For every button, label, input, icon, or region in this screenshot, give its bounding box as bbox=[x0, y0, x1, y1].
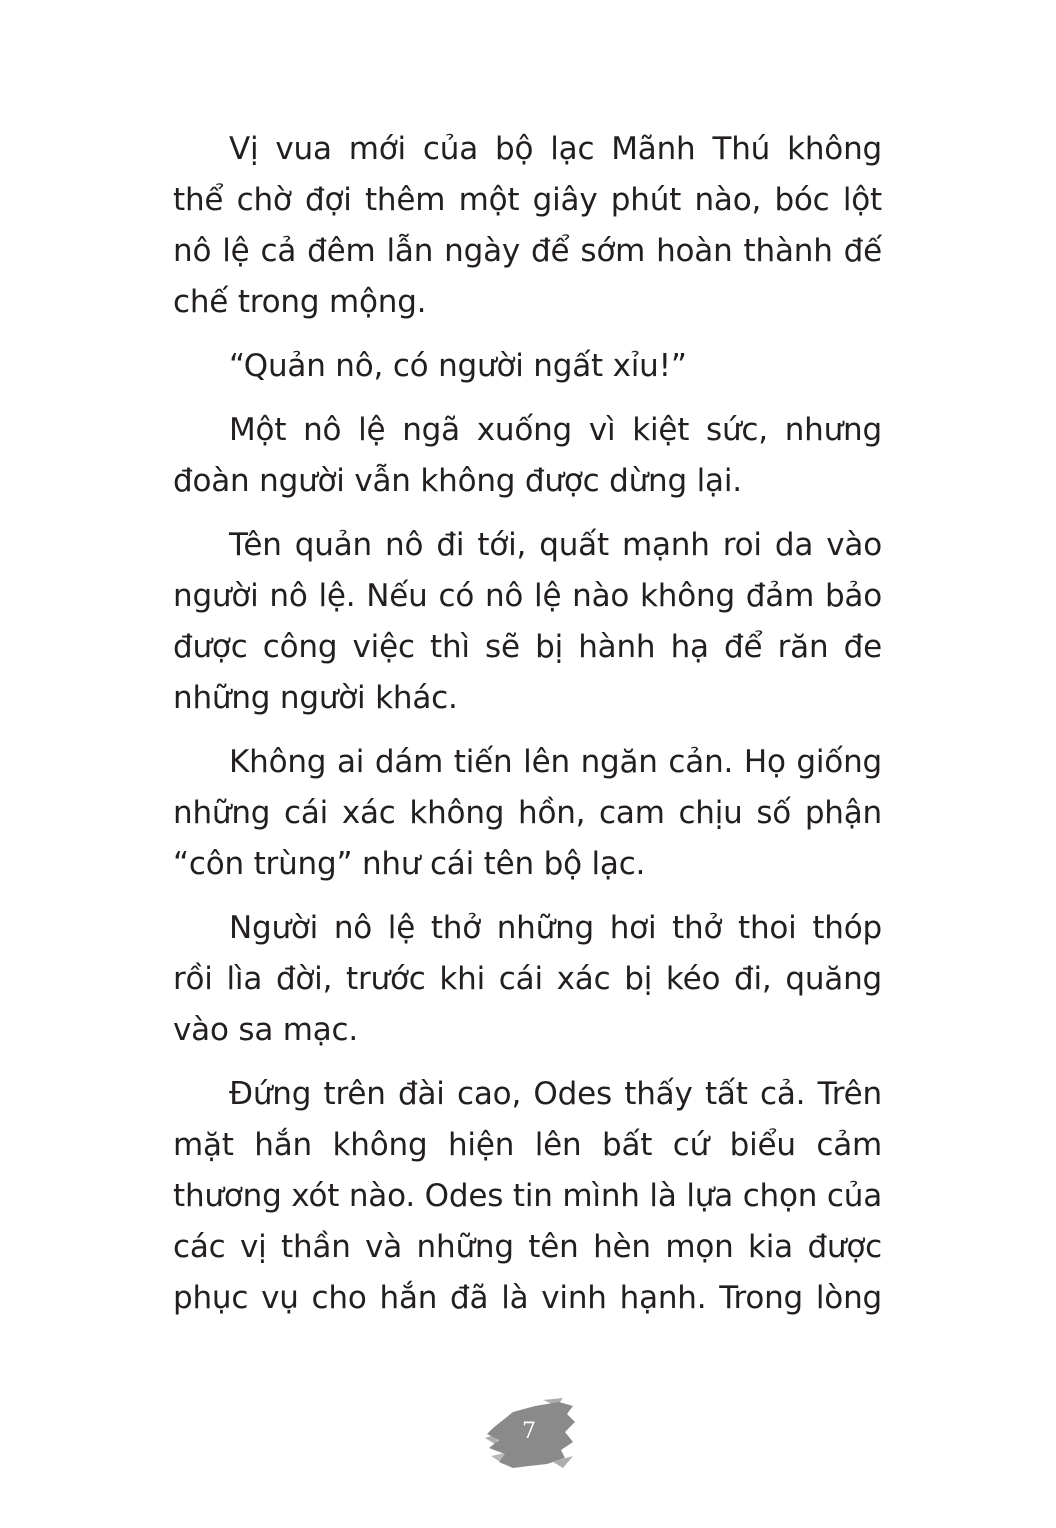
paragraph: Người nô lệ thở những hơi thở thoi thóp rồi lìa đời, trước khi cái xác bị kéo đi, quăng vào sa mạc. bbox=[173, 910, 882, 1048]
paragraph: Một nô lệ ngã xuống vì kiệt sức, nhưng đoàn người vẫn không được dừng lại. bbox=[173, 412, 882, 499]
page-number: 7 bbox=[522, 1419, 536, 1444]
paragraph: Vị vua mới của bộ lạc Mãnh Thú không thể chờ đợi thêm một giây phút nào, bóc lột nô lệ cả đêm lẫn ngày để sớm hoàn thành đế chế trong mộng. bbox=[173, 131, 882, 320]
paragraph: Đứng trên đài cao, Odes thấy tất cả. Trên mặt hắn không hiện lên bất cứ biểu cảm thương xót nào. Odes tin mình là lựa chọn của các vị thần và những tên hèn mọn kia được phục vụ cho hắn đã là vinh hạnh. Trong lòng bbox=[173, 1076, 882, 1316]
paragraph: Không ai dám tiến lên ngăn cản. Họ giống những cái xác không hồn, cam chịu số phận “côn trùng” như cái tên bộ lạc. bbox=[173, 744, 882, 882]
page-number-badge bbox=[483, 1398, 579, 1470]
paragraph: Tên quản nô đi tới, quất mạnh roi da vào người nô lệ. Nếu có nô lệ nào không đảm bảo được công việc thì sẽ bị hành hạ để răn đe những người khác. bbox=[173, 527, 882, 716]
paragraph: “Quản nô, có người ngất xỉu!” bbox=[229, 348, 687, 384]
body-text bbox=[173, 124, 882, 1324]
